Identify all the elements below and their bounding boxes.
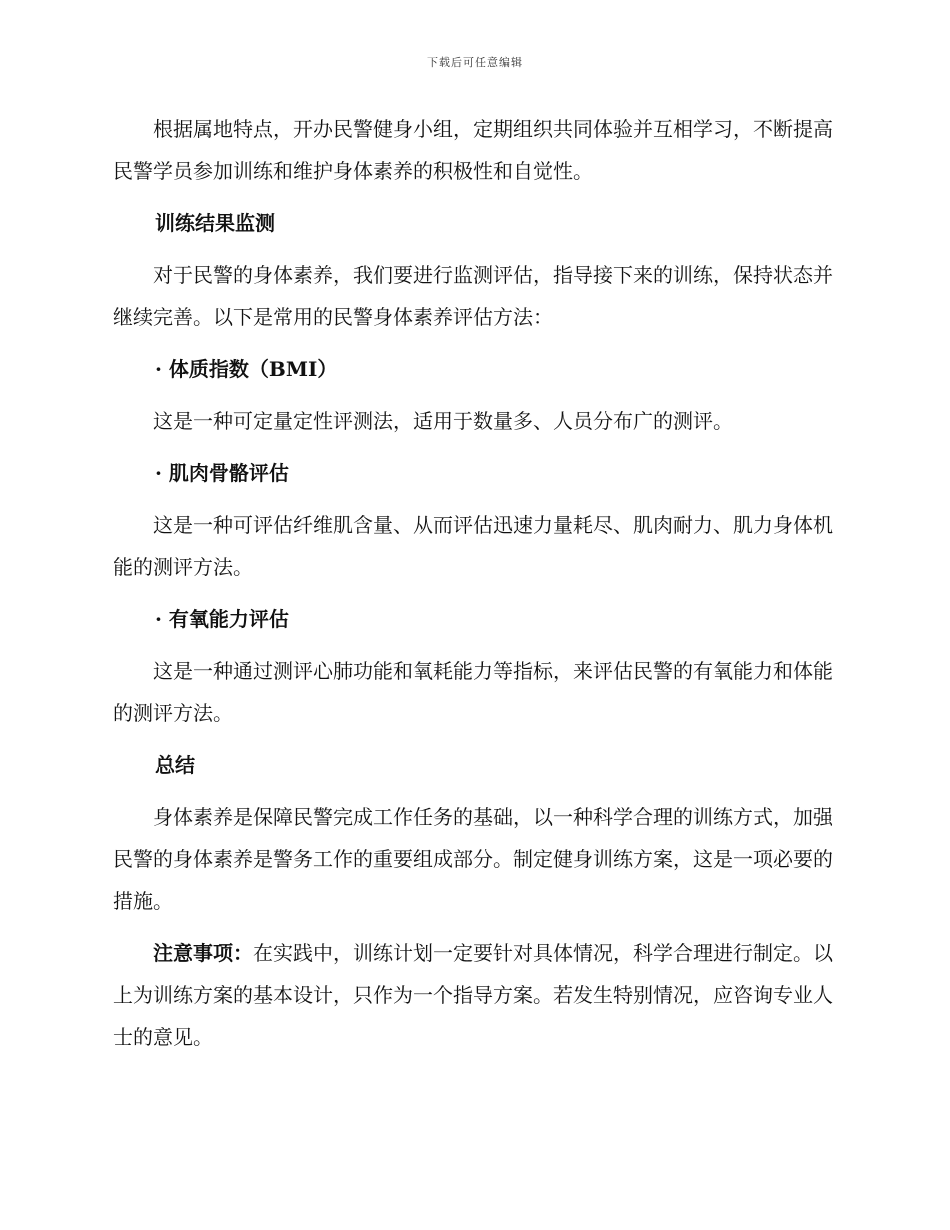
heading-training-monitoring: 训练结果监测	[155, 211, 275, 235]
paragraph-fitness-group: 根据属地特点，开办民警健身小组，定期组织共同体验并互相学习，不断提高民警学员参加训练和维护身体素养的积极性和自觉性。	[113, 117, 833, 183]
heading-musculoskeletal: · 肌肉骨骼评估	[155, 461, 289, 485]
paragraph-musculoskeletal: 这是一种可评估纤维肌含量、从而评估迅速力量耗尽、肌肉耐力、肌力身体机能的测评方法。	[113, 513, 833, 579]
paragraph-summary: 身体素养是保障民警完成工作任务的基础，以一种科学合理的训练方式，加强民警的身体素养是警务工作的重要组成部分。制定健身训练方案，这是一项必要的措施。	[113, 805, 833, 913]
note-label: 注意事项：	[153, 941, 253, 965]
paragraph-monitoring-intro: 对于民警的身体素养，我们要进行监测评估，指导接下来的训练，保持状态并继续完善。以下是常用的民警身体素养评估方法：	[113, 263, 833, 329]
document-body	[113, 108, 833, 1068]
paragraph-note	[113, 932, 833, 1058]
heading-summary: 总结	[155, 753, 195, 777]
paragraph-aerobic: 这是一种通过测评心肺功能和氧耗能力等指标，来评估民警的有氧能力和体能的测评方法。	[113, 659, 833, 725]
page-header: 下载后可任意编辑	[427, 56, 523, 69]
note-text: 在实践中，训练计划一定要针对具体情况，科学合理进行制定。以上为训练方案的基本设计，只作为一个指导方案。若发生特别情况，应咨询专业人士的意见。	[113, 941, 833, 1049]
heading-aerobic: · 有氧能力评估	[155, 607, 289, 631]
heading-bmi: · 体质指数（BMI）	[155, 357, 338, 381]
paragraph-bmi: 这是一种可定量定性评测法，适用于数量多、人员分布广的测评。	[153, 409, 733, 433]
